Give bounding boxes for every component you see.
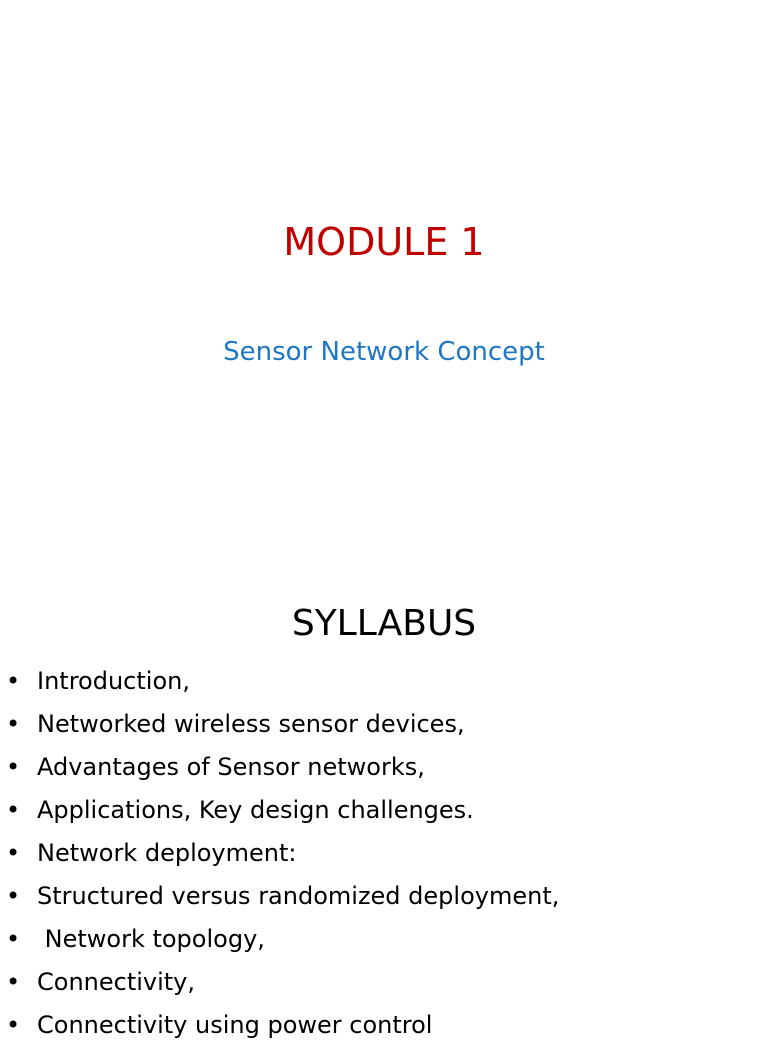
syllabus-item-text: Connectivity, [37, 968, 196, 996]
syllabus-heading: SYLLABUS [291, 603, 477, 644]
syllabus-item-text: Network deployment: [37, 839, 297, 867]
bullet-icon: • [6, 882, 21, 910]
module-title: MODULE 1 [283, 220, 485, 264]
bullet-icon: • [6, 753, 21, 781]
syllabus-item-text: Applications, Key design challenges. [37, 796, 474, 824]
syllabus-item-text: Advantages of Sensor networks, [37, 753, 425, 781]
bullet-icon: • [6, 710, 21, 738]
bullet-icon: • [6, 968, 21, 996]
bullet-icon: • [6, 796, 21, 824]
syllabus-item-text: Introduction, [37, 667, 190, 695]
bullet-icon: • [6, 1011, 21, 1039]
syllabus-item-text: Networked wireless sensor devices, [37, 710, 465, 738]
module-subtitle: Sensor Network Concept [223, 337, 545, 367]
bullet-icon: • [6, 667, 21, 695]
bullet-icon: • [6, 839, 21, 867]
syllabus-item-text: Network topology, [37, 925, 265, 953]
syllabus-item-text: Structured versus randomized deployment, [37, 882, 560, 910]
syllabus-item-text: Connectivity using power control [37, 1011, 433, 1039]
bullet-icon: • [6, 925, 21, 953]
